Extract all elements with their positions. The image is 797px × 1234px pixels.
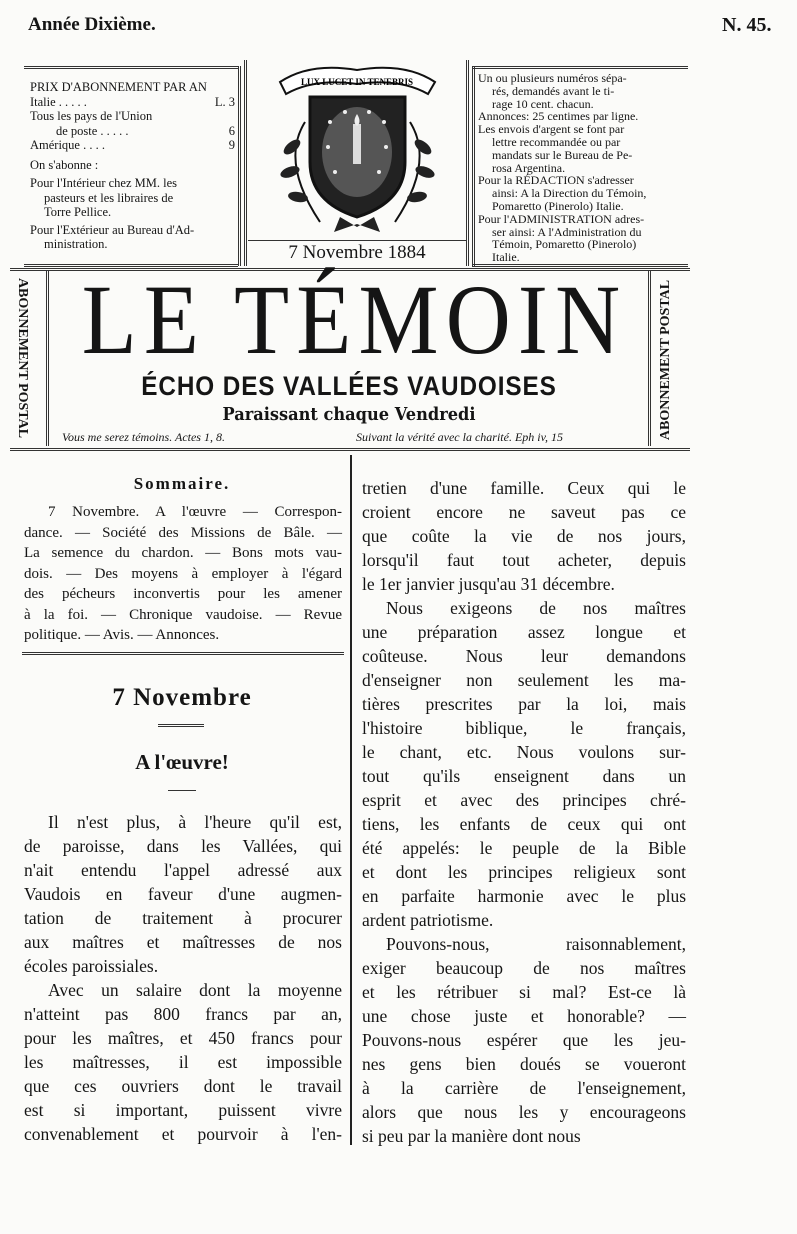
exterior-text: Pour l'Extérieur au Bureau d'Ad- <box>30 222 195 237</box>
sommaire-line: dois. — Des moyens à employer à l'égard <box>24 565 342 582</box>
interior-text: Pour l'Intérieur chez MM. les <box>30 176 178 190</box>
text-line: Pouvons-nous espérer que les jeu- <box>362 1030 686 1050</box>
emblem-motto: LUX LUCET IN TENEBRIS <box>301 77 413 87</box>
text-line: croient encore ne saveut pas ce <box>362 502 686 522</box>
text-line: Vaudois en faveur d'une augmen- <box>24 884 342 904</box>
price-row <box>30 109 235 124</box>
side-label-left: ABONNEMENT POSTAL <box>15 277 30 439</box>
info-box <box>478 72 684 264</box>
text-line: aux maîtres et maîtresses de nos <box>24 932 342 952</box>
emblem-seal <box>250 52 465 237</box>
article-title: A l'œuvre! <box>135 750 229 774</box>
info-line: Un ou plusieurs numéros sépa- <box>478 71 627 85</box>
price-row <box>30 124 235 139</box>
subscribe-label: On s'abonne : <box>30 157 99 172</box>
text-line: et les rétribuer si mal? Est-ce là <box>362 982 686 1002</box>
text-line: n'atteint pas 800 francs par an, <box>24 1004 342 1024</box>
text-line: Nous exigeons de nos maîtres <box>386 598 686 618</box>
info-line: rosa Argentina. <box>492 160 566 175</box>
interior-text: pasteurs et les libraires de <box>44 190 174 205</box>
info-line: Pour la RÉDACTION s'adresser <box>478 173 634 188</box>
issue-number: N. 45. <box>722 14 772 36</box>
side-label-right: ABONNEMENT POSTAL <box>658 279 673 441</box>
text-line: une chose juste et honorable? — <box>362 1006 686 1026</box>
article-column-right <box>362 476 686 1148</box>
info-line: Pomaretto (Pinerolo) Italie. <box>492 198 624 213</box>
text-line: et dont les principes religieux sont <box>362 862 686 882</box>
text-line: Pouvons-nous, raisonnablement, <box>386 934 686 954</box>
info-line: Annonces: 25 centimes par ligne. <box>478 109 639 124</box>
text-line: pour les maîtres, et 450 francs pour <box>24 1028 342 1048</box>
subscription-title: PRIX D'ABONNEMENT PAR AN <box>30 80 207 94</box>
info-line: Pour l'ADMINISTRATION adres- <box>478 211 645 226</box>
text-line: de paroisse, dans les Vallées, qui <box>24 836 342 856</box>
text-line: tation de traitement à procurer <box>24 908 342 928</box>
text-line: exiger beaucoup de nos maîtres <box>362 958 686 978</box>
sommaire-line: à la foi. — Chronique vaudoise. — Revue <box>24 606 342 623</box>
info-line: ser ainsi: A l'Administration du <box>492 224 642 239</box>
motto-left: Vous me serez témoins. Actes 1, 8. <box>62 430 225 444</box>
text-line: tiens, les enfants de ceux qui ont <box>362 814 686 834</box>
text-line: écoles paroissiales. <box>24 956 159 976</box>
text-line: lorsqu'il faut tout acheter, depuis <box>362 550 686 570</box>
sommaire-heading: Sommaire. <box>133 474 231 493</box>
text-line: ardent patriotisme. <box>362 910 494 930</box>
price-value: L. 3 <box>214 94 235 109</box>
text-line: les maîtresses, il est impossible <box>24 1052 342 1072</box>
issue-date: 7 Novembre 1884 <box>288 242 426 263</box>
text-line: nes gens bien doués se voueront <box>362 1054 686 1074</box>
info-line: Témoin, Pomaretto (Pinerolo) <box>492 237 637 252</box>
price-value: 9 <box>228 138 235 152</box>
year-label: Année Dixième. <box>28 14 156 35</box>
sommaire-line: dance. — Société des Missions de Bâle. — <box>24 524 342 541</box>
sommaire-line: 7 Novembre. A l'œuvre — Correspon- <box>48 504 342 520</box>
price-label: Tous les pays de l'Union <box>30 109 153 123</box>
price-row <box>30 138 235 153</box>
column-divider <box>350 455 352 1145</box>
text-line: alors que nous les y encourageons <box>362 1102 686 1122</box>
article-column-left <box>24 810 342 1146</box>
text-line: en parfaite harmonie avec le plus <box>362 886 686 906</box>
info-line: mandats sur le Bureau de Pe- <box>492 147 633 162</box>
price-label: de poste . . . . . <box>56 123 129 138</box>
info-line: lettre recommandée ou par <box>492 134 621 149</box>
text-line: l'histoire biblique, le français, <box>362 718 686 738</box>
text-line: esprit et avec des principes chré- <box>362 790 686 810</box>
text-line: à la carrière de l'enseignement, <box>362 1078 686 1098</box>
info-line: Italie. <box>492 250 520 265</box>
sommaire-line: politique. — Avis. — Annonces. <box>24 627 220 643</box>
price-row <box>30 95 235 110</box>
info-line: rés, demandés avant le ti- <box>492 83 615 98</box>
price-label: Amérique . . . . <box>30 138 105 152</box>
newspaper-subtitle: ÉCHO DES VALLÉES VAUDOISES <box>141 371 557 401</box>
text-line: le chant, etc. Nous voulons sur- <box>362 742 686 762</box>
interior-text: Torre Pellice. <box>44 205 112 219</box>
sommaire-line: des pécheurs inconvertis pour les amener <box>24 586 342 602</box>
info-line: ainsi: A la Direction du Témoin, <box>492 186 647 201</box>
text-line: coûteuse. Nous leur demandons <box>362 646 686 666</box>
text-line: si peu par la manière dont nous <box>362 1126 581 1146</box>
info-line: Les envois d'argent se font par <box>478 122 625 137</box>
sommaire-line: La semence du chardon. — Bons mots vau- <box>24 545 342 561</box>
motto-right: Suivant la vérité avec la charité. Eph iv, 15 <box>356 430 564 444</box>
newspaper-title: LE TÉMOIN <box>81 264 628 375</box>
text-line: que ces ouvriers dont le travail <box>24 1076 342 1096</box>
text-line: d'enseigner non seulement les ma- <box>362 670 686 690</box>
subscription-box <box>30 80 235 252</box>
frequency: Paraissant chaque Vendredi <box>222 404 476 425</box>
text-line: est si important, puissent vivre <box>24 1100 342 1120</box>
text-line: tout qu'ils enseignent dans un <box>362 766 686 786</box>
sommaire-list <box>24 502 342 646</box>
text-line: tretien d'une famille. Ceux qui le <box>362 478 686 498</box>
date-heading: 7 Novembre <box>112 684 252 711</box>
text-line: été appelés: le peuple de la Bible <box>362 838 686 858</box>
exterior-text: ministration. <box>44 237 108 251</box>
text-line: une préparation assez longue et <box>362 622 686 642</box>
text-line: convenablement et pourvoir à l'en- <box>24 1124 342 1144</box>
text-line: que coûte la vie de nos jours, <box>362 526 686 546</box>
price-label: Italie . . . . . <box>30 94 87 109</box>
text-line: tières prescrites par la loi, mais <box>362 694 686 714</box>
text-line: Il n'est plus, à l'heure qu'il est, <box>48 812 342 832</box>
text-line: Avec un salaire dont la moyenne <box>48 980 342 1000</box>
text-line: n'ait entendu l'appel adressé aux <box>24 860 342 880</box>
text-line: le 1er janvier jusqu'au 31 décembre. <box>362 574 615 594</box>
price-value: 6 <box>228 123 235 138</box>
info-line: rage 10 cent. chacun. <box>492 96 594 111</box>
